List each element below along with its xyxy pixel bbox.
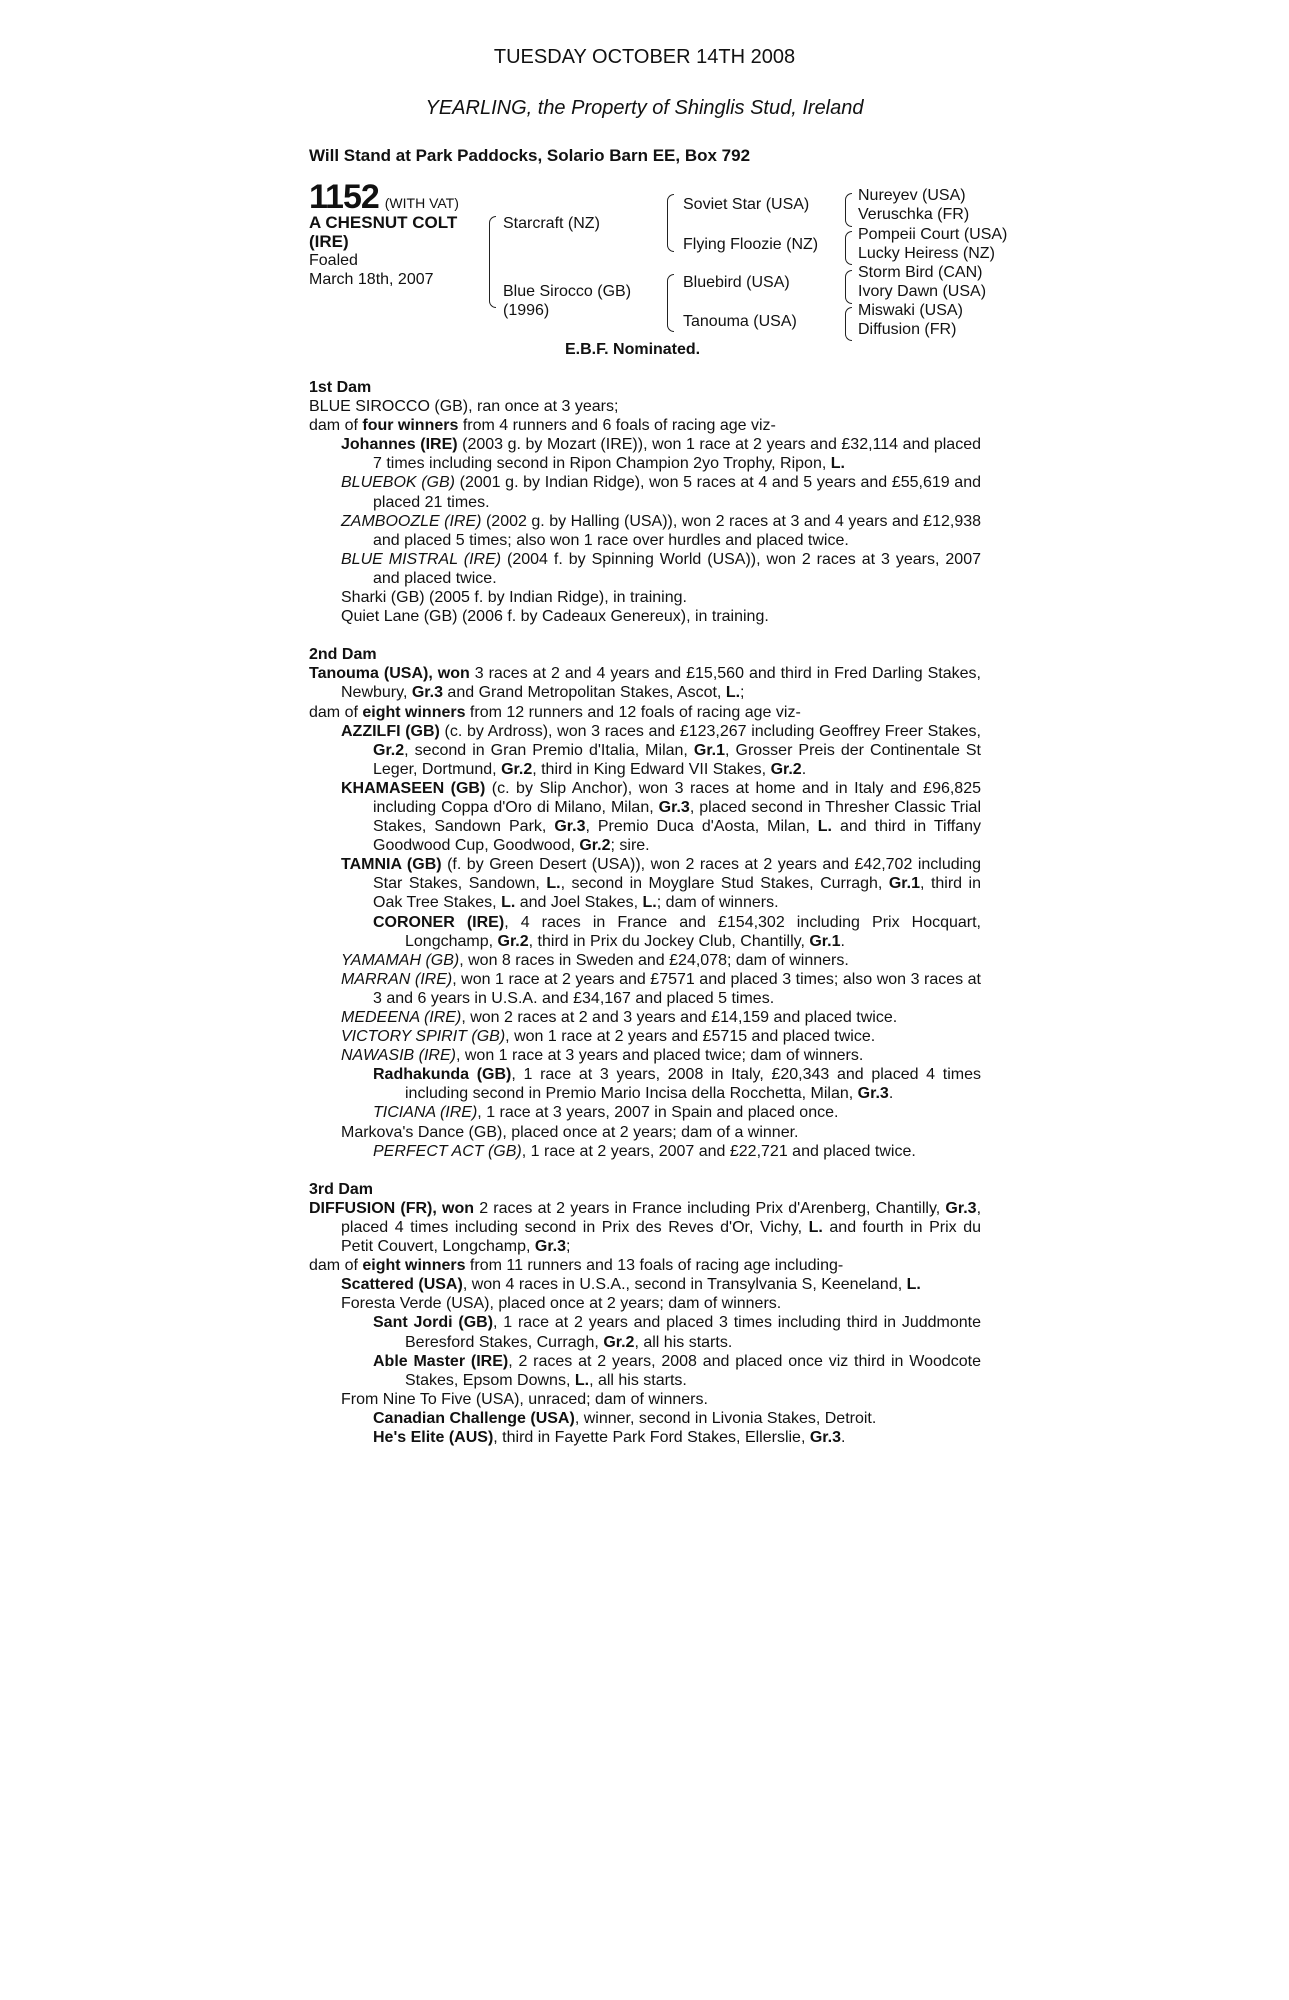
third-dam-produce-line: dam of eight winners from 11 runners and 13 foals of racing age including- bbox=[309, 1257, 844, 1275]
produce-entry: VICTORY SPIRIT (GB), won 1 race at 2 years and £5715 and placed twice. bbox=[341, 1028, 876, 1046]
lot-info bbox=[309, 178, 459, 289]
pedigree-g7: Miswaki (USA) bbox=[858, 302, 963, 319]
ebf-nominated: E.B.F. Nominated. bbox=[565, 341, 701, 358]
produce-entry: MARRAN (IRE), won 1 race at 2 years and £7571 and placed 3 times; also won 3 races at 3 and 6 years in U.S.A. and £34,167 and placed 5 times. bbox=[341, 970, 982, 1007]
produce-entry: Foresta Verde (USA), placed once at 2 years; dam of winners. bbox=[341, 1295, 782, 1313]
produce-entry: Markova's Dance (GB), placed once at 2 years; dam of a winner. bbox=[341, 1123, 799, 1141]
foaled-label: Foaled bbox=[309, 252, 358, 269]
third-dam-line: DIFFUSION (FR), won 2 races at 2 years in France including Prix d'Arenberg, Chantilly, Gr.3, placed 4 times including second in Prix des Reves d'Or, Vichy, L. and fourth in Prix du Petit Couvert, Longchamp, Gr.3; bbox=[309, 1199, 982, 1256]
first-dam-section bbox=[309, 378, 981, 626]
pedigree-g2: Veruschka (FR) bbox=[858, 206, 970, 223]
produce-entry: TAMNIA (GB) (f. by Green Desert (USA)), won 2 races at 2 years and £42,702 including Star Stakes, Sandown, L., second in Moyglare Stud Stakes, Curragh, Gr.1, third in Oak Tree Stakes, L. and Joel Stakes, L.; dam of winners. bbox=[341, 856, 982, 912]
pedigree-sire-dam: Flying Floozie (NZ) bbox=[683, 236, 819, 253]
produce-entry: NAWASIB (IRE), won 1 race at 3 years and placed twice; dam of winners. bbox=[341, 1047, 864, 1065]
second-dam-section bbox=[309, 645, 981, 1161]
lot-country: (IRE) bbox=[309, 232, 349, 251]
produce-entry: TICIANA (IRE), 1 race at 3 years, 2007 in Spain and placed once. bbox=[373, 1104, 839, 1122]
produce-entry: CORONER (IRE), 4 races in France and £154,302 including Prix Hocquart, Longchamp, Gr.2, third in Prix du Jockey Club, Chantilly, Gr.1. bbox=[373, 913, 982, 950]
lot-description: A CHESNUT COLT bbox=[309, 213, 458, 232]
pedigree-dam-year: (1996) bbox=[503, 302, 550, 319]
pedigree-g5: Storm Bird (CAN) bbox=[858, 264, 983, 281]
third-dam-section bbox=[309, 1180, 981, 1447]
produce-entry: Quiet Lane (GB) (2006 f. by Cadeaux Genereux), in training. bbox=[341, 608, 769, 626]
pedigree-g1: Nureyev (USA) bbox=[858, 187, 966, 204]
pedigree-g8: Diffusion (FR) bbox=[858, 321, 957, 338]
pedigree-brace-g56 bbox=[845, 270, 852, 304]
pedigree-g3: Pompeii Court (USA) bbox=[858, 226, 1008, 243]
pedigree-dam-sire: Bluebird (USA) bbox=[683, 274, 790, 291]
second-dam-heading: 2nd Dam bbox=[309, 646, 377, 664]
pedigree-g6: Ivory Dawn (USA) bbox=[858, 283, 987, 300]
produce-entry: Scattered (USA), won 4 races in U.S.A., second in Transylvania S, Keeneland, L. bbox=[341, 1276, 921, 1294]
pedigree-dam: Blue Sirocco (GB) bbox=[503, 283, 632, 300]
first-dam-produce-line: dam of four winners from 4 runners and 6 foals of racing age viz- bbox=[309, 417, 776, 435]
lot-number: 1152 bbox=[309, 178, 379, 216]
first-dam-line: BLUE SIROCCO (GB), ran once at 3 years; bbox=[309, 398, 619, 416]
pedigree-sire: Starcraft (NZ) bbox=[503, 215, 600, 232]
produce-entry: Sant Jordi (GB), 1 race at 2 years and placed 3 times including third in Juddmonte Beresford Stakes, Curragh, Gr.2, all his starts. bbox=[373, 1314, 981, 1351]
produce-entry: KHAMASEEN (GB) (c. by Slip Anchor), won 3 races at home and in Italy and £96,825 including Coppa d'Oro di Milano, Milan, Gr.3, placed second in Thresher Classic Trial Stakes, Sandown Park, Gr.3, Premio Duca d'Aosta, Milan, L. and third in Tiffany Goodwood Cup, Goodwood, Gr.2; sire. bbox=[341, 779, 982, 855]
pedigree-dam-dam: Tanouma (USA) bbox=[683, 313, 797, 330]
pedigree-brace-dam bbox=[667, 274, 674, 332]
foaled-date: March 18th, 2007 bbox=[309, 271, 434, 288]
produce-entry: Johannes (IRE) (2003 g. by Mozart (IRE)), won 1 race at 2 years and £32,114 and placed 7 times including second in Ripon Champion 2yo Trophy, Ripon, L. bbox=[341, 436, 981, 473]
produce-entry: Able Master (IRE), 2 races at 2 years, 2008 and placed once viz third in Woodcote Stakes, Epsom Downs, L., all his starts. bbox=[373, 1352, 982, 1389]
produce-entry: ZAMBOOZLE (IRE) (2002 g. by Halling (USA)), won 2 races at 3 and 4 years and £12,938 and placed 5 times; also won 1 race over hurdles and placed twice. bbox=[341, 512, 982, 549]
produce-entry: Radhakunda (GB), 1 race at 3 years, 2008 in Italy, £20,343 and placed 4 times including second in Premio Mario Incisa della Rocchetta, Milan, Gr.3. bbox=[373, 1066, 981, 1103]
produce-entry: Sharki (GB) (2005 f. by Indian Ridge), in training. bbox=[341, 589, 687, 607]
produce-entry: YAMAMAH (GB), won 8 races in Sweden and £24,078; dam of winners. bbox=[341, 951, 849, 969]
pedigree-brace-main bbox=[489, 216, 496, 308]
stand-location: Will Stand at Park Paddocks, Solario Barn EE, Box 792 bbox=[309, 146, 751, 165]
second-dam-line: Tanouma (USA), won 3 races at 2 and 4 years and £15,560 and third in Fred Darling Stakes, Newbury, Gr.3 and Grand Metropolitan Stakes, Ascot, L.; bbox=[309, 665, 981, 702]
produce-entry: Canadian Challenge (USA), winner, second in Livonia Stakes, Detroit. bbox=[373, 1409, 877, 1427]
first-dam-heading: 1st Dam bbox=[309, 379, 372, 396]
second-dam-produce-line: dam of eight winners from 12 runners and 12 foals of racing age viz- bbox=[309, 703, 801, 721]
third-dam-heading: 3rd Dam bbox=[309, 1180, 374, 1198]
pedigree-g4: Lucky Heiress (NZ) bbox=[858, 245, 995, 262]
pedigree-brace-g78 bbox=[845, 307, 852, 341]
produce-entry: From Nine To Five (USA), unraced; dam of winners. bbox=[341, 1390, 708, 1408]
produce-entry: MEDEENA (IRE), won 2 races at 2 and 3 years and £14,159 and placed twice. bbox=[341, 1009, 898, 1026]
pedigree-brace-g34 bbox=[845, 231, 852, 265]
pedigree-brace-g12 bbox=[845, 193, 852, 227]
pedigree-brace-sire bbox=[667, 194, 674, 252]
vat-note: (WITH VAT) bbox=[384, 195, 459, 211]
yearling-owner: YEARLING, the Property of Shinglis Stud, Ireland bbox=[425, 97, 864, 119]
produce-entry: BLUE MISTRAL (IRE) (2004 f. by Spinning World (USA)), won 2 races at 3 years, 2007 and placed twice. bbox=[341, 550, 981, 587]
produce-entry: He's Elite (AUS), third in Fayette Park Ford Stakes, Ellerslie, Gr.3. bbox=[373, 1428, 846, 1446]
pedigree-sire-sire: Soviet Star (USA) bbox=[683, 196, 810, 213]
produce-entry: AZZILFI (GB) (c. by Ardross), won 3 races and £123,267 including Geoffrey Freer Stakes, Gr.2, second in Gran Premio d'Italia, Milan, Gr.1, Grosser Preis der Continentale St Leger, Dortmund, Gr.2, third in King Edward VII Stakes, Gr.2. bbox=[341, 722, 982, 778]
catalogue-body bbox=[309, 378, 981, 1466]
produce-entry: PERFECT ACT (GB), 1 race at 2 years, 2007 and £22,721 and placed twice. bbox=[373, 1142, 916, 1160]
produce-entry: BLUEBOK (GB) (2001 g. by Indian Ridge), won 5 races at 4 and 5 years and £55,619 and placed 21 times. bbox=[341, 474, 981, 511]
sale-date: TUESDAY OCTOBER 14TH 2008 bbox=[493, 46, 796, 68]
